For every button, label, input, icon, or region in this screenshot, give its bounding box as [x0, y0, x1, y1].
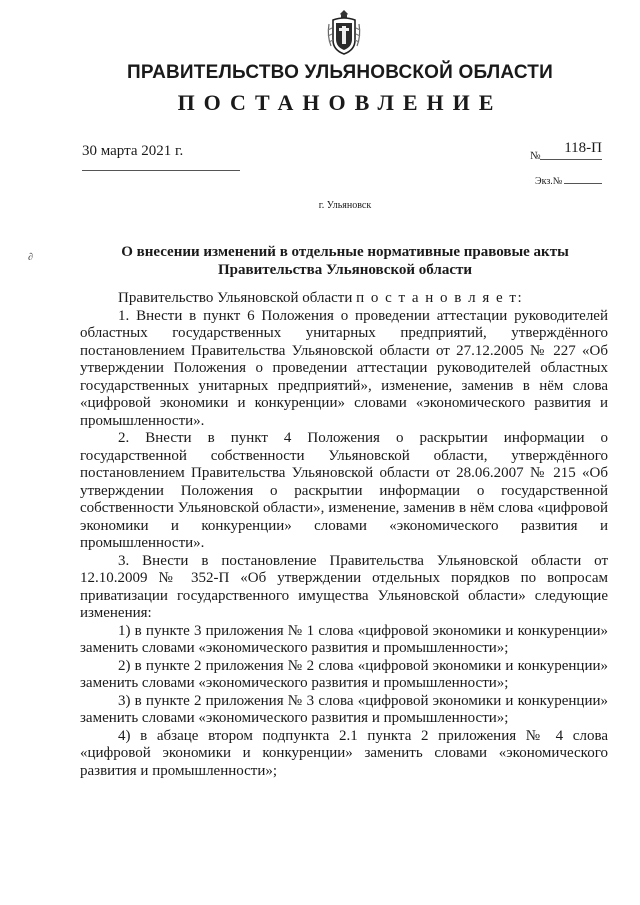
document-type: ПОСТАНОВЛЕНИЕ	[177, 90, 503, 115]
coat-of-arms-icon	[325, 6, 363, 58]
date-underline	[82, 170, 240, 171]
copy-label: Экз.№	[535, 176, 563, 187]
title-line-1: О внесении изменений в отдельные нормативные правовые акты	[121, 244, 569, 260]
number-prefix: №	[530, 150, 541, 162]
city: г. Ульяновск	[318, 200, 372, 211]
title-line-2: Правительства Ульяновской области	[217, 262, 473, 278]
subitem-3: 3) в пункте 2 приложения № 3 слова «цифровой экономики и конкуренции» заменить словами «экономического развития и промышленности»;	[80, 692, 608, 726]
copy-number-blank	[564, 183, 602, 184]
subitem-2: 2) в пункте 2 приложения № 2 слова «цифровой экономики и конкуренции» заменить словами «экономического развития и промышленности»;	[80, 657, 608, 691]
intro-verb: п о с т а н о в л я е т:	[356, 290, 524, 306]
subitem-4: 4) в абзаце втором подпункта 2.1 пункта 2 приложения № 4 слова «цифровой экономики и конкуренции» заменить словами «экономического развития и промышленности»;	[80, 727, 608, 779]
margin-mark: ∂	[28, 252, 33, 263]
intro-lead: Правительство Ульяновской области	[118, 290, 353, 306]
paragraph-2: 2. Внести в пункт 4 Положения о раскрытии информации о государственной собственности Ульяновской области, утверждённого постановлением Правительства Ульяновской области от 28.06.2007 № 215 «Об утверждении Положения о раскрытии информации о государственной собственности Ульяновской области», изменение, заменив в нём слова «цифровой экономики и конкуренции» словами «экономического развития и промышленности».	[80, 430, 608, 551]
document-number: 118-П	[540, 140, 602, 160]
organization-title: ПРАВИТЕЛЬСТВО УЛЬЯНОВСКОЙ ОБЛАСТИ	[127, 62, 553, 83]
subitem-1: 1) в пункте 3 приложения № 1 слова «цифровой экономики и конкуренции» заменить словами «экономического развития и промышленности»;	[80, 622, 608, 656]
document-title	[80, 243, 610, 279]
paragraph-3: 3. Внести в постановление Правительства Ульяновской области от 12.10.2009 № 352-П «Об утверждении отдельных порядков по вопросам приватизации государственного имущества Ульяновской области» следующие изменения:	[80, 552, 608, 621]
intro-paragraph	[80, 290, 608, 308]
copy-number	[535, 176, 602, 187]
paragraph-1: 1. Внести в пункт 6 Положения о проведении аттестации руководителей областных государственных унитарных предприятий, утверждённого постановлением Правительства Ульяновской области от 27.12.2005 № 227 «Об утверждении Положения о проведении аттестации руководителей областных государственных унитарных предприятий», изменение, заменив в нём слова «цифровой экономики и конкуренции» словами «экономического развития и промышленности».	[80, 307, 608, 429]
document-date: 30 марта 2021 г.	[82, 143, 184, 159]
document-body	[80, 290, 608, 780]
